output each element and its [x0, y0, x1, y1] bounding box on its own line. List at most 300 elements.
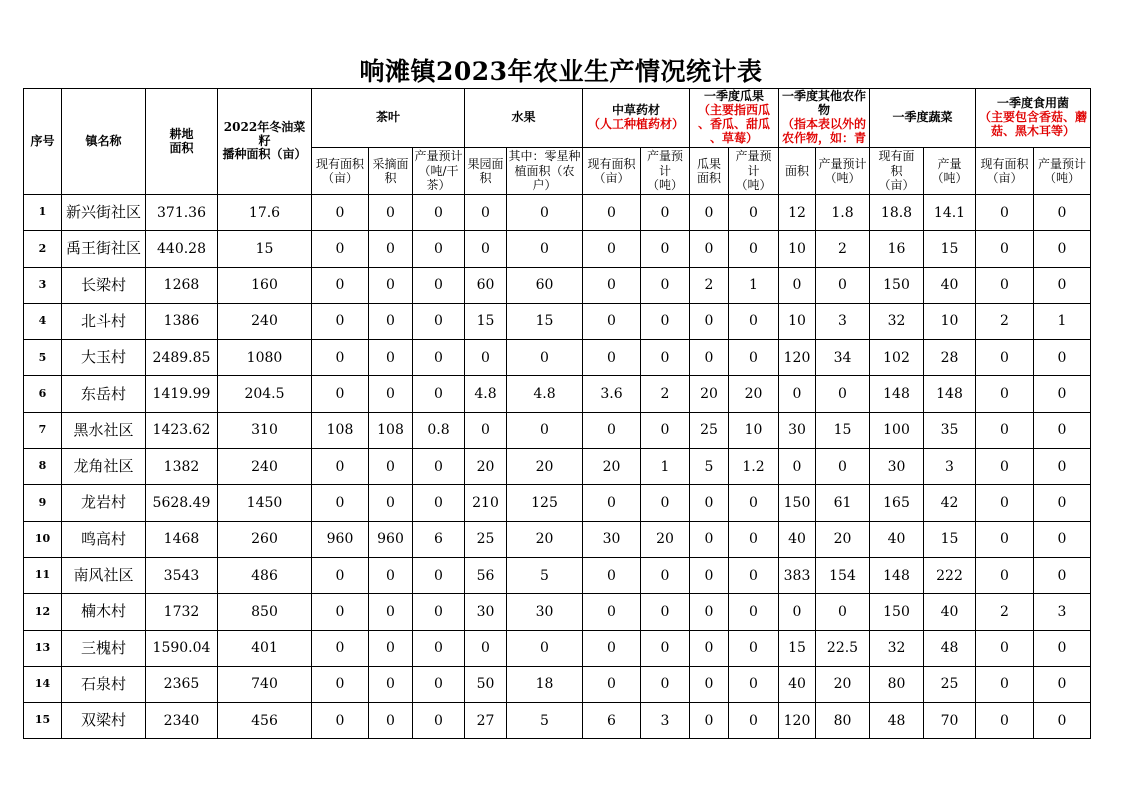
table-row	[24, 666, 1091, 702]
row-number: 6	[24, 376, 62, 412]
data-cell: 0	[312, 703, 369, 739]
table-row	[24, 267, 1091, 303]
data-cell: 120	[779, 340, 816, 376]
data-cell: 0	[465, 195, 507, 231]
data-cell: 1	[641, 449, 690, 485]
data-cell: 2	[816, 231, 870, 267]
data-cell: 5	[507, 557, 583, 593]
data-cell: 10	[779, 231, 816, 267]
data-cell: 25	[465, 521, 507, 557]
header-farmland: 耕地 面积	[146, 89, 218, 195]
table-row	[24, 340, 1091, 376]
data-cell: 60	[507, 267, 583, 303]
data-cell: 1419.99	[146, 376, 218, 412]
row-number: 1	[24, 195, 62, 231]
table-row	[24, 630, 1091, 666]
data-cell: 222	[924, 557, 976, 593]
town-name: 鸣高村	[62, 521, 146, 557]
data-cell: 160	[218, 267, 312, 303]
data-cell: 48	[870, 703, 924, 739]
subheader-cell: 其中：零星种 植面积（农 户）	[507, 148, 583, 195]
data-cell: 0	[507, 340, 583, 376]
data-cell: 0	[976, 267, 1034, 303]
row-number: 3	[24, 267, 62, 303]
data-cell: 0	[976, 376, 1034, 412]
data-cell: 34	[816, 340, 870, 376]
data-cell: 0	[312, 376, 369, 412]
header-fungi: 一季度食用菌 （主要包含香菇、蘑 菇、黑木耳等）	[976, 89, 1091, 148]
data-cell: 0	[369, 340, 413, 376]
town-name: 新兴街社区	[62, 195, 146, 231]
data-cell: 18	[507, 666, 583, 702]
data-cell: 40	[779, 666, 816, 702]
data-cell: 30	[870, 449, 924, 485]
data-cell: 0	[641, 666, 690, 702]
data-cell: 0	[465, 340, 507, 376]
table-row	[24, 412, 1091, 448]
data-cell: 1.2	[729, 449, 779, 485]
subheader-cell: 产量预 计 （吨）	[641, 148, 690, 195]
data-cell: 0	[583, 594, 641, 630]
data-cell: 108	[312, 412, 369, 448]
data-cell: 0	[816, 267, 870, 303]
data-cell: 0	[413, 449, 465, 485]
table-row	[24, 195, 1091, 231]
data-cell: 30	[779, 412, 816, 448]
data-cell: 60	[465, 267, 507, 303]
data-cell: 2	[641, 376, 690, 412]
data-cell: 0	[1034, 267, 1091, 303]
data-cell: 0	[369, 195, 413, 231]
data-cell: 486	[218, 557, 312, 593]
data-cell: 3	[816, 303, 870, 339]
data-cell: 0	[641, 195, 690, 231]
data-cell: 0	[312, 449, 369, 485]
data-cell: 0	[413, 231, 465, 267]
data-cell: 0	[690, 594, 729, 630]
subheader-cell: 果园面 积	[465, 148, 507, 195]
data-cell: 0	[413, 195, 465, 231]
data-cell: 125	[507, 485, 583, 521]
town-name: 三槐村	[62, 630, 146, 666]
data-cell: 0	[465, 412, 507, 448]
data-cell: 2	[690, 267, 729, 303]
page-title: 响滩镇2023年农业生产情况统计表	[359, 57, 763, 86]
data-cell: 0	[816, 376, 870, 412]
data-cell: 0	[369, 376, 413, 412]
data-cell: 0	[729, 521, 779, 557]
data-cell: 3	[1034, 594, 1091, 630]
data-cell: 0	[312, 267, 369, 303]
data-cell: 10	[924, 303, 976, 339]
subheader-cell: 瓜果 面积	[690, 148, 729, 195]
data-cell: 0	[976, 412, 1034, 448]
data-cell: 0	[583, 303, 641, 339]
data-cell: 0	[816, 594, 870, 630]
subheader-cell: 现有面积 （亩）	[976, 148, 1034, 195]
data-cell: 15	[816, 412, 870, 448]
header-town: 镇名称	[62, 89, 146, 195]
row-number: 13	[24, 630, 62, 666]
data-cell: 15	[924, 231, 976, 267]
data-cell: 0	[976, 485, 1034, 521]
data-cell: 20	[465, 449, 507, 485]
data-cell: 0	[413, 666, 465, 702]
data-cell: 148	[870, 376, 924, 412]
data-cell: 20	[816, 666, 870, 702]
data-cell: 0	[976, 340, 1034, 376]
data-cell: 0	[507, 231, 583, 267]
data-cell: 0	[690, 340, 729, 376]
data-cell: 0	[583, 485, 641, 521]
data-cell: 401	[218, 630, 312, 666]
data-cell: 4.8	[465, 376, 507, 412]
data-cell: 0	[413, 703, 465, 739]
data-cell: 80	[870, 666, 924, 702]
data-cell: 0	[816, 449, 870, 485]
data-cell: 0	[583, 231, 641, 267]
data-cell: 0	[976, 195, 1034, 231]
data-cell: 1080	[218, 340, 312, 376]
data-cell: 383	[779, 557, 816, 593]
data-cell: 1468	[146, 521, 218, 557]
data-cell: 16	[870, 231, 924, 267]
data-cell: 70	[924, 703, 976, 739]
data-cell: 0	[312, 303, 369, 339]
data-cell: 0	[976, 703, 1034, 739]
data-cell: 310	[218, 412, 312, 448]
data-cell: 0	[641, 267, 690, 303]
data-cell: 0	[779, 267, 816, 303]
data-cell: 240	[218, 303, 312, 339]
data-cell: 4.8	[507, 376, 583, 412]
data-cell: 108	[369, 412, 413, 448]
table-row	[24, 521, 1091, 557]
data-cell: 0	[641, 340, 690, 376]
data-cell: 0	[690, 630, 729, 666]
data-cell: 0	[690, 485, 729, 521]
row-number: 14	[24, 666, 62, 702]
subheader-cell: 现有面积 （亩）	[312, 148, 369, 195]
data-cell: 0	[413, 594, 465, 630]
data-cell: 2	[976, 303, 1034, 339]
data-cell: 0	[729, 485, 779, 521]
subheader-cell: 产量预计 （吨/干 茶）	[413, 148, 465, 195]
data-cell: 0	[729, 340, 779, 376]
data-cell: 0	[779, 449, 816, 485]
data-cell: 56	[465, 557, 507, 593]
row-number: 15	[24, 703, 62, 739]
data-cell: 740	[218, 666, 312, 702]
data-cell: 0	[507, 412, 583, 448]
data-cell: 1590.04	[146, 630, 218, 666]
data-cell: 102	[870, 340, 924, 376]
header-vegetable: 一季度蔬菜	[870, 89, 976, 148]
data-cell: 5628.49	[146, 485, 218, 521]
subheader-cell: 产量预计 （吨）	[816, 148, 870, 195]
data-cell: 14.1	[924, 195, 976, 231]
data-cell: 0	[1034, 666, 1091, 702]
data-cell: 260	[218, 521, 312, 557]
data-cell: 6	[583, 703, 641, 739]
data-cell: 0	[976, 666, 1034, 702]
data-cell: 0	[369, 630, 413, 666]
data-cell: 0	[1034, 195, 1091, 231]
data-cell: 148	[924, 376, 976, 412]
data-cell: 0	[413, 267, 465, 303]
data-cell: 1386	[146, 303, 218, 339]
header-tea: 茶叶	[312, 89, 465, 148]
data-cell: 371.36	[146, 195, 218, 231]
data-cell: 0	[1034, 376, 1091, 412]
table-row	[24, 231, 1091, 267]
data-cell: 0	[690, 703, 729, 739]
data-cell: 2365	[146, 666, 218, 702]
data-cell: 20	[507, 449, 583, 485]
data-cell: 0	[1034, 449, 1091, 485]
data-cell: 0	[369, 666, 413, 702]
data-cell: 0	[312, 594, 369, 630]
data-cell: 0	[729, 557, 779, 593]
data-cell: 15	[924, 521, 976, 557]
data-cell: 0	[779, 376, 816, 412]
data-cell: 2340	[146, 703, 218, 739]
data-cell: 20	[583, 449, 641, 485]
town-name: 龙岩村	[62, 485, 146, 521]
data-cell: 28	[924, 340, 976, 376]
statistics-table	[23, 88, 1091, 739]
data-cell: 6	[413, 521, 465, 557]
data-cell: 0	[312, 340, 369, 376]
data-cell: 0	[976, 231, 1034, 267]
data-cell: 150	[779, 485, 816, 521]
data-cell: 0	[312, 557, 369, 593]
data-cell: 0	[369, 449, 413, 485]
data-cell: 50	[465, 666, 507, 702]
data-cell: 40	[924, 267, 976, 303]
row-number: 12	[24, 594, 62, 630]
town-name: 禹王街社区	[62, 231, 146, 267]
data-cell: 0	[413, 340, 465, 376]
town-name: 楠木村	[62, 594, 146, 630]
data-cell: 0	[690, 303, 729, 339]
data-cell: 0.8	[413, 412, 465, 448]
data-cell: 0	[413, 376, 465, 412]
data-cell: 0	[465, 231, 507, 267]
data-cell: 25	[690, 412, 729, 448]
row-number: 4	[24, 303, 62, 339]
data-cell: 0	[583, 630, 641, 666]
data-cell: 1	[1034, 303, 1091, 339]
data-cell: 1450	[218, 485, 312, 521]
data-cell: 0	[413, 630, 465, 666]
data-cell: 0	[413, 485, 465, 521]
data-cell: 3543	[146, 557, 218, 593]
data-cell: 40	[870, 521, 924, 557]
data-cell: 210	[465, 485, 507, 521]
data-cell: 150	[870, 594, 924, 630]
data-cell: 0	[976, 630, 1034, 666]
data-cell: 0	[641, 231, 690, 267]
data-cell: 0	[369, 594, 413, 630]
header-no: 序号	[24, 89, 62, 195]
data-cell: 0	[1034, 630, 1091, 666]
data-cell: 0	[507, 195, 583, 231]
data-cell: 5	[690, 449, 729, 485]
data-cell: 0	[312, 231, 369, 267]
data-cell: 12	[779, 195, 816, 231]
header-fruit: 水果	[465, 89, 583, 148]
data-cell: 42	[924, 485, 976, 521]
data-cell: 0	[583, 340, 641, 376]
data-cell: 3	[641, 703, 690, 739]
data-cell: 1732	[146, 594, 218, 630]
data-cell: 32	[870, 630, 924, 666]
data-cell: 1382	[146, 449, 218, 485]
data-cell: 30	[465, 594, 507, 630]
data-cell: 0	[1034, 340, 1091, 376]
data-cell: 0	[976, 449, 1034, 485]
data-cell: 100	[870, 412, 924, 448]
data-cell: 15	[507, 303, 583, 339]
subheader-cell: 产量预计 （吨）	[1034, 148, 1091, 195]
data-cell: 0	[729, 231, 779, 267]
data-cell: 2	[976, 594, 1034, 630]
data-cell: 0	[583, 666, 641, 702]
data-cell: 20	[816, 521, 870, 557]
data-cell: 0	[641, 630, 690, 666]
data-cell: 165	[870, 485, 924, 521]
data-cell: 15	[779, 630, 816, 666]
data-cell: 2489.85	[146, 340, 218, 376]
data-cell: 3	[924, 449, 976, 485]
header-other: 一季度其他农作 物 （指本表以外的 农作物，如：青	[779, 89, 870, 148]
data-cell: 0	[976, 557, 1034, 593]
data-cell: 0	[583, 267, 641, 303]
data-cell: 0	[690, 557, 729, 593]
table-row	[24, 594, 1091, 630]
row-number: 8	[24, 449, 62, 485]
data-cell: 0	[312, 630, 369, 666]
data-cell: 0	[641, 412, 690, 448]
data-cell: 440.28	[146, 231, 218, 267]
data-cell: 154	[816, 557, 870, 593]
data-cell: 0	[641, 557, 690, 593]
data-cell: 0	[413, 303, 465, 339]
data-cell: 0	[1034, 231, 1091, 267]
table-row	[24, 557, 1091, 593]
data-cell: 0	[312, 666, 369, 702]
data-cell: 20	[641, 521, 690, 557]
table-row	[24, 703, 1091, 739]
data-cell: 40	[924, 594, 976, 630]
data-cell: 0	[1034, 703, 1091, 739]
table-row	[24, 303, 1091, 339]
data-cell: 0	[369, 557, 413, 593]
data-cell: 10	[779, 303, 816, 339]
subheader-cell: 现有面积 （亩）	[583, 148, 641, 195]
data-cell: 18.8	[870, 195, 924, 231]
data-cell: 1.8	[816, 195, 870, 231]
data-cell: 0	[369, 231, 413, 267]
data-cell: 27	[465, 703, 507, 739]
data-cell: 0	[641, 485, 690, 521]
data-cell: 1423.62	[146, 412, 218, 448]
header-rapeseed: 2022年冬油菜籽 播种面积（亩）	[218, 89, 312, 195]
data-cell: 20	[690, 376, 729, 412]
subheader-cell: 面积	[779, 148, 816, 195]
data-cell: 0	[690, 195, 729, 231]
data-cell: 240	[218, 449, 312, 485]
data-cell: 0	[729, 195, 779, 231]
data-cell: 0	[583, 557, 641, 593]
data-cell: 0	[369, 485, 413, 521]
town-name: 石泉村	[62, 666, 146, 702]
data-cell: 0	[690, 231, 729, 267]
data-cell: 3.6	[583, 376, 641, 412]
header-herb: 中草药材 （人工种植药材）	[583, 89, 690, 148]
data-cell: 0	[1034, 412, 1091, 448]
town-name: 大玉村	[62, 340, 146, 376]
town-name: 北斗村	[62, 303, 146, 339]
data-cell: 22.5	[816, 630, 870, 666]
data-cell: 850	[218, 594, 312, 630]
town-name: 南风社区	[62, 557, 146, 593]
data-cell: 0	[1034, 485, 1091, 521]
data-cell: 80	[816, 703, 870, 739]
data-cell: 32	[870, 303, 924, 339]
data-cell: 15	[465, 303, 507, 339]
data-cell: 0	[641, 594, 690, 630]
row-number: 7	[24, 412, 62, 448]
data-cell: 0	[729, 703, 779, 739]
table-row	[24, 485, 1091, 521]
data-cell: 0	[369, 303, 413, 339]
data-cell: 17.6	[218, 195, 312, 231]
subheader-cell: 产量预 计 （吨）	[729, 148, 779, 195]
data-cell: 30	[583, 521, 641, 557]
data-cell: 0	[976, 521, 1034, 557]
town-name: 黑水社区	[62, 412, 146, 448]
table-row	[24, 376, 1091, 412]
data-cell: 0	[583, 195, 641, 231]
data-cell: 1	[729, 267, 779, 303]
town-name: 东岳村	[62, 376, 146, 412]
town-name: 长梁村	[62, 267, 146, 303]
data-cell: 150	[870, 267, 924, 303]
row-number: 2	[24, 231, 62, 267]
subheader-cell: 采摘面 积	[369, 148, 413, 195]
data-cell: 61	[816, 485, 870, 521]
data-cell: 960	[312, 521, 369, 557]
town-name: 双梁村	[62, 703, 146, 739]
data-cell: 20	[507, 521, 583, 557]
row-number: 10	[24, 521, 62, 557]
data-cell: 0	[583, 412, 641, 448]
data-cell: 0	[779, 594, 816, 630]
data-cell: 0	[1034, 521, 1091, 557]
data-cell: 0	[729, 594, 779, 630]
data-cell: 40	[779, 521, 816, 557]
data-cell: 48	[924, 630, 976, 666]
data-cell: 0	[312, 485, 369, 521]
data-cell: 120	[779, 703, 816, 739]
data-cell: 204.5	[218, 376, 312, 412]
data-cell: 10	[729, 412, 779, 448]
data-cell: 30	[507, 594, 583, 630]
data-cell: 0	[690, 521, 729, 557]
data-cell: 148	[870, 557, 924, 593]
